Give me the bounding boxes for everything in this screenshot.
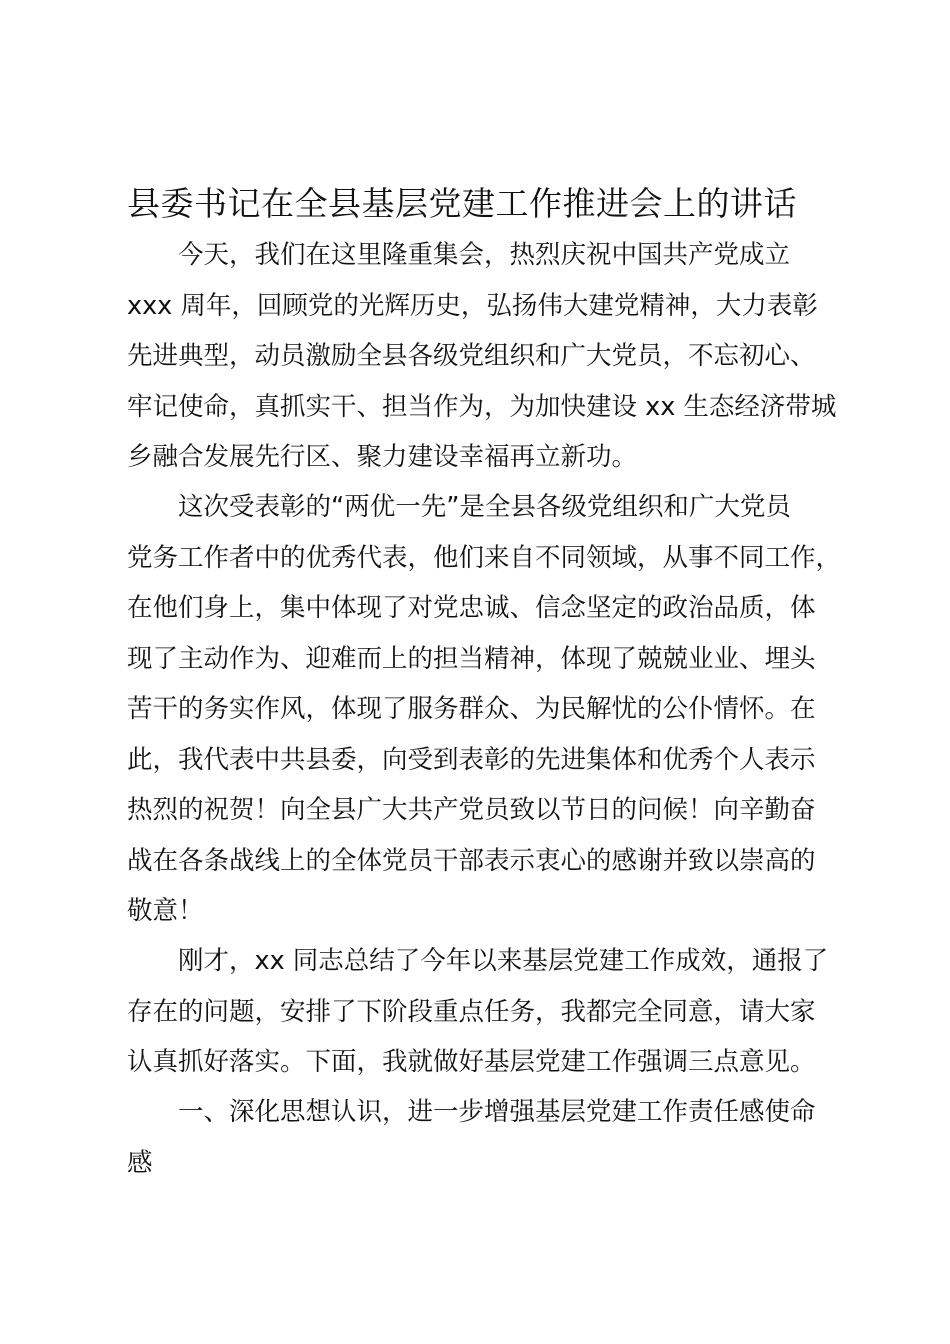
section-heading-one <box>127 1087 837 1188</box>
text-line: 刚才，xx 同志总结了今年以来基层党建工作成效，通报了 <box>178 946 829 976</box>
text-line: 现了主动作为、迎难而上的担当精神，体现了兢兢业业、埋头 <box>127 643 816 674</box>
paragraph-summary <box>127 936 837 1088</box>
text-line: xxx 周年，回顾党的光辉历史，弘扬伟大建党精神，大力表彰 <box>127 290 818 321</box>
paragraph-commendation <box>127 482 842 937</box>
text-line: 此，我代表中共县委，向受到表彰的先进集体和优秀个人表示 <box>127 744 816 775</box>
text-line: 敬意！ <box>127 896 204 926</box>
document-title: 县委书记在全县基层党建工作推进会上的讲话 <box>127 184 797 223</box>
text-line: 乡融合发展先行区、聚力建设幸福再立新功。 <box>127 442 638 472</box>
text-line: 一、深化思想认识，进一步增强基层党建工作责任感使命 <box>178 1097 816 1127</box>
text-line: 在他们身上，集中体现了对党忠诚、信念坚定的政治品质，体 <box>127 593 816 623</box>
text-line: 苦干的务实作风，体现了服务群众、为民解忧的公仆情怀。在 <box>127 694 816 724</box>
text-line: 这次受表彰的“两优一先”是全县各级党组织和广大党员 <box>178 492 791 522</box>
text-line: 热烈的祝贺！向全县广大共产党员致以节日的问候！向辛勤奋 <box>127 795 816 825</box>
text-line: 感 <box>127 1147 153 1178</box>
text-line: 牢记使命，真抓实干、担当作为，为加快建设 xx 生态经济带城 <box>127 391 837 422</box>
text-line: 战在各条战线上的全体党员干部表示衷心的感谢并致以崇高的 <box>127 845 816 876</box>
text-line: 先进典型，动员激励全县各级党组织和广大党员，不忘初心、 <box>127 341 816 371</box>
text-line: 存在的问题，安排了下阶段重点任务，我都完全同意，请大家 <box>127 996 816 1027</box>
text-line: 认真抓好落实。下面，我就做好基层党建工作强调三点意见。 <box>127 1047 816 1077</box>
text-line: 党务工作者中的优秀代表，他们来自不同领域，从事不同工作， <box>127 542 842 573</box>
text-line: 今天，我们在这里隆重集会，热烈庆祝中国共产党成立 <box>178 240 791 270</box>
paragraph-opening <box>127 230 837 483</box>
